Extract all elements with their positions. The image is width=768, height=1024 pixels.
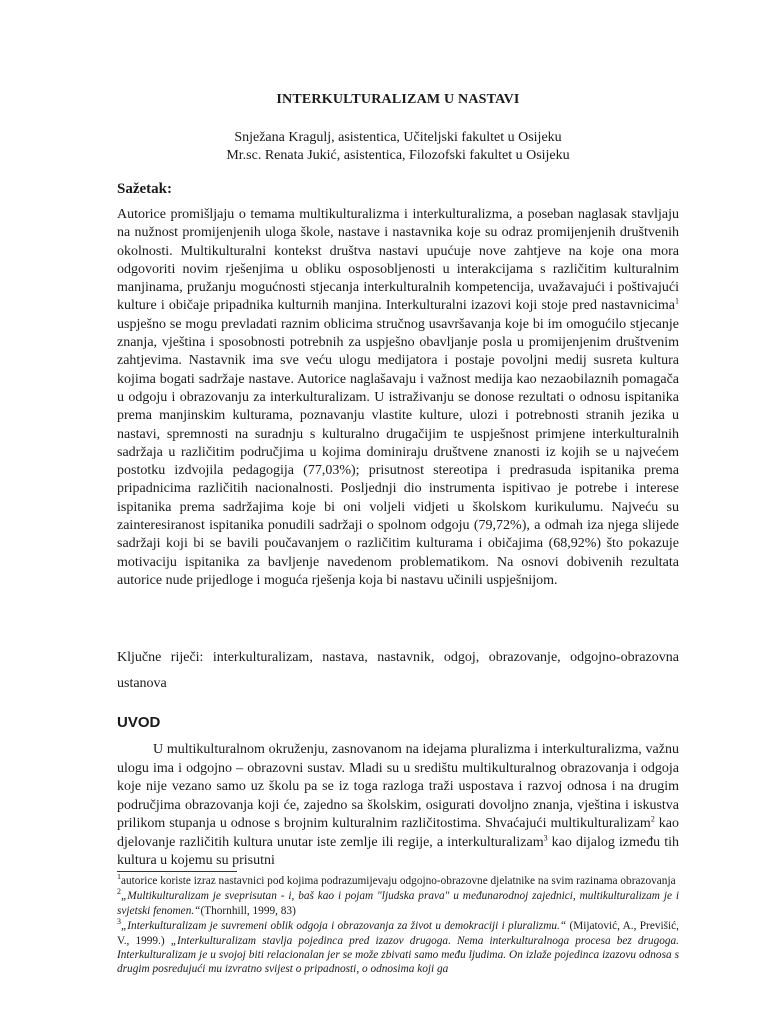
footnote-ref-1: 1	[675, 296, 679, 306]
author-line-2: Mr.sc. Renata Jukić, asistentica, Filozofski fakultet u Osijeku	[226, 148, 570, 163]
section-heading-uvod: UVOD	[117, 714, 161, 731]
abstract-text-part-2: uspješno se mogu prevladati raznim oblicima stručnog usavršavanja koje bi im omogućilo stjecanje znanja, vještina i sposobnosti potrebnih za uspješno obavljanje posla u promijenjenim društvenim zahtjevima. Nastavnik ima sve veću ulogu medijatora i postaje povoljni medij susreta kultura kojima bogati sadržaje nastave. Autorice naglašavaju i važnost medija kao nezaobilaznih pomagača u odgoju i obrazovanju za interkulturalizam. U istraživanju se donose rezultati o odnosu ispitanika prema manjinskim kulturama, poznavanju vlastite kulture, ulozi i potrebnosti stranih jezika u nastavi, spremnosti na suradnju s kulturalno drugačijim te uspješnost primjene interkulturalnih sadržaja u različitim područjima u kojima dominiraju društvene znanosti iz kojih se u najvećem postotku izdvojila pedagogija (77,03%); prisutnost stereotipa i predrasuda ispitanika prema pripadnicima različitih nacionalnosti. Posljednji dio instrumenta ispitivao je potrebe i interese ispitanika prema sadržajima koje bi oni voljeli vidjeti u školskom kurikulumu. Najveću su zainteresiranost ispitanika ponudili sadržaji o spolnom odgoju (79,72%), a odmah iza njega slijede sadržaji koji bi se bavili poučavanjem o različitim kulturama i običajima (68,92%) što pokazuje motivaciju ispitanika za bavljenje navedenom problematikom. Na osnovi dobivenih rezultata autorice nude prijedloge i moguća rješenja koja bi nastavu učinili uspješnijom.	[117, 316, 679, 588]
abstract-heading: Sažetak:	[117, 181, 172, 197]
keywords: Ključne riječi: interkulturalizam, nastava, nastavnik, odgoj, obrazovanje, odgojno-obrazovna ustanova	[117, 650, 679, 691]
paper-title: INTERKULTURALIZAM U NASTAVI	[276, 92, 520, 107]
footnote-mark-1: 1	[117, 874, 121, 882]
intro-paragraph	[117, 741, 679, 867]
footnote-separator	[117, 871, 237, 872]
footnote-ref-2: 2	[650, 814, 655, 824]
intro-text-part-3: kao dijalog između tih kultura u kojemu su prisutni	[117, 834, 679, 867]
footnote-1-text: autorice koriste izraz nastavnici pod kojima podrazumijevaju odgojno-obrazovne djelatnike na svim razinama obrazovanja	[121, 875, 676, 887]
footnote-2-citation: (Thornhill, 1999, 83)	[200, 904, 296, 917]
footnotes	[117, 874, 679, 1024]
footnote-3-quote: „Interkulturalizam je suvremeni oblik odgoja i obrazovanja za život u demokraciji i pluralizmu.“	[121, 920, 567, 933]
author-line-1: Snježana Kragulj, asistentica, Učiteljski fakultet u Osijeku	[234, 130, 562, 145]
footnote-3	[117, 919, 679, 977]
intro-text-part-1: U multikulturalnom okruženju, zasnovanom na idejama pluralizma i interkulturalizma, važnu ulogu ima i odgojno – obrazovni sustav. Mladi su u središtu multikulturalnog obrazovanja i odgoja koje nije vezano samo uz školu pa se iz toga razloga traži uspostava i razvoj odnosa i na drugim područjima obrazovanja koji će, zajedno sa školskim, osigurati dovoljno znanja, vještina i iskustva prilikom stupanja u odnose s brojnim kulturalnim različitostima. Shvaćajući multikulturalizam	[117, 742, 679, 831]
abstract-text-part-1: Autorice promišljaju o temama multikulturalizma i interkulturalizma, a poseban naglasak stavljaju na nužnost promijenjenih uloga škole, nastave i nastavnika koje su odraz promijenjenih društvenih okolnosti. Multikulturalni kontekst društva nastavi upućuje nove zahtjeve na koje ona mora odgovoriti novim rješenjima u obliku osposobljenosti u interakcijama s različitim kulturalnim manjinama, pružanju mogućnosti stjecanja interkulturalnih kompetencija, uvažavajući i poštivajući kulture i običaje pripadnika kulturnih manjina. Interkulturalni izazovi koji stoje pred nastavnicima	[117, 207, 679, 314]
footnote-3-citation: (Mijatović, A., Previšić, V., 1999.)	[117, 920, 679, 947]
footnote-2-quote: „Multikulturalizam je sveprisutan - i, baš kao i pojam "ljudska prava" u međunarodnoj zajednici, multikulturalizam je i svjetski fenomen.“	[117, 890, 679, 917]
footnote-1	[117, 874, 679, 888]
footnote-2	[117, 889, 679, 918]
footnote-mark-2: 2	[117, 887, 121, 897]
abstract-text	[117, 206, 679, 590]
intro-text-part-2: kao djelovanje različitih kultura unutar iste zemlje ili regije, a interkulturalizam	[117, 816, 679, 850]
footnote-ref-3: 3	[543, 832, 548, 842]
footnote-mark-3: 3	[117, 917, 121, 927]
footnote-3-quote-2: „Interkulturalizam stavlja pojedinca pred izazov drugoga. Nema interkulturalnoga procesa bez drugoga. Interkulturalizam je u svojoj biti relacionalan jer se može zbivati samo među ljudima. On izlaže pojedinca izazovu odnosa s drugim posredujući mu izvratno svijest o pripadnosti, o odnosima koji ga	[117, 934, 679, 976]
